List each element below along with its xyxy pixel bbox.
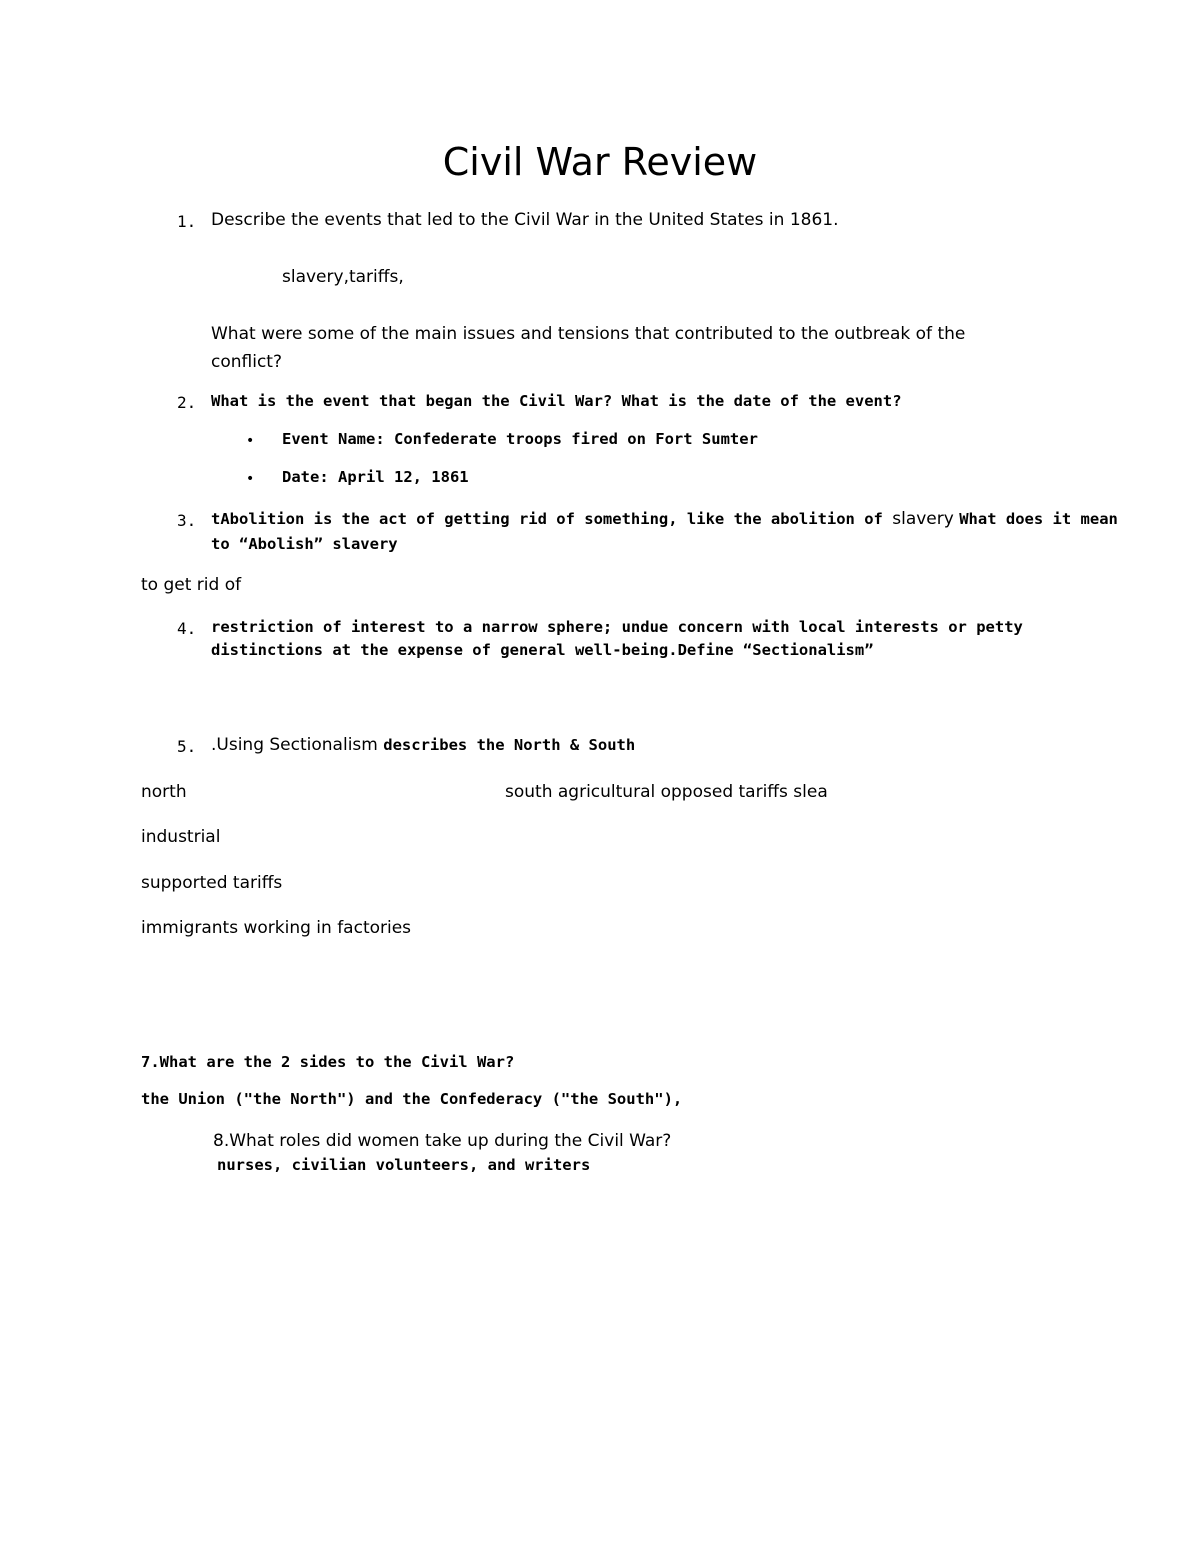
q3-answer: to get rid of bbox=[141, 575, 242, 595]
q4-line1: restriction of interest to a narrow sphere; undue concern with local interests or petty bbox=[211, 618, 1023, 636]
q3-line1-regular: slavery bbox=[892, 509, 960, 529]
q3-line1 bbox=[211, 511, 1118, 528]
q5-north-industrial: industrial bbox=[141, 827, 221, 847]
q7-answer: the Union ("the North") and the Confederacy ("the South"), bbox=[141, 1090, 683, 1108]
q4-number: 4. bbox=[177, 619, 197, 638]
page-title: Civil War Review bbox=[442, 140, 758, 184]
q3-line2: to “Abolish” slavery bbox=[211, 535, 398, 553]
q3-line1-bold-a: tAbolition is the act of getting rid of something, like the abolition of bbox=[211, 510, 893, 528]
q4-line2: distinctions at the expense of general well-being.Define “Sectionalism” bbox=[211, 641, 874, 659]
q5-north-tariffs: supported tariffs bbox=[141, 873, 283, 893]
q1-answer: slavery,tariffs, bbox=[282, 267, 404, 287]
q5-text-regular: .Using Sectionalism bbox=[211, 735, 384, 755]
q5-north-immigrants: immigrants working in factories bbox=[141, 918, 412, 938]
q1-follow-up-line2: conflict? bbox=[211, 352, 282, 372]
q3-line1-bold-b: What does it mean bbox=[959, 510, 1118, 528]
q5-text-bold: describes the North & South bbox=[383, 736, 636, 754]
q5-question bbox=[211, 737, 635, 754]
q1-question: Describe the events that led to the Civil War in the United States in 1861. bbox=[211, 210, 839, 230]
q2-bullet-icon-2: • bbox=[246, 471, 255, 487]
q2-date: Date: April 12, 1861 bbox=[282, 468, 469, 486]
q1-follow-up-line1: What were some of the main issues and tensions that contributed to the outbreak of the bbox=[211, 324, 966, 344]
q7-question: 7.What are the 2 sides to the Civil War? bbox=[141, 1053, 515, 1071]
q8-question: 8.What roles did women take up during the Civil War? bbox=[213, 1131, 672, 1151]
q5-number: 5. bbox=[177, 737, 197, 756]
q5-north-label: north bbox=[141, 782, 187, 802]
q5-south-answer: south agricultural opposed tariffs slea bbox=[505, 782, 828, 802]
q8-answer: nurses, civilian volunteers, and writers bbox=[217, 1156, 591, 1174]
q2-question: What is the event that began the Civil War? What is the date of the event? bbox=[211, 392, 902, 410]
q2-event-name: Event Name: Confederate troops fired on Fort Sumter bbox=[282, 430, 758, 448]
q2-number: 2. bbox=[177, 393, 197, 412]
q2-bullet-icon-1: • bbox=[246, 433, 255, 449]
q1-number: 1. bbox=[177, 212, 197, 231]
q3-number: 3. bbox=[177, 511, 197, 530]
